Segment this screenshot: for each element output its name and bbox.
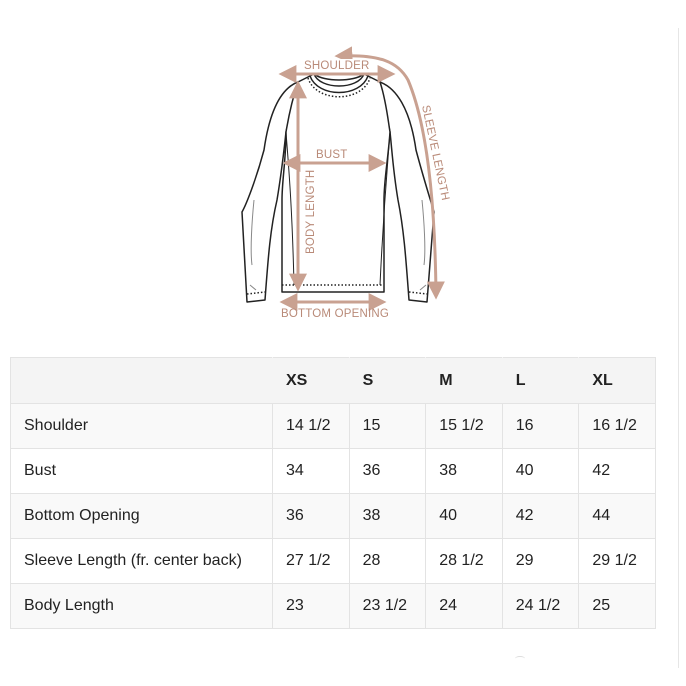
table-row-bottom-opening <box>11 494 656 539</box>
table-cell: 23 <box>273 584 350 629</box>
bottom-opening-label: BOTTOM OPENING <box>281 308 390 320</box>
row-label: Shoulder <box>11 404 273 449</box>
long-sleeve-shirt-outline <box>242 74 434 302</box>
table-cell: 38 <box>426 449 503 494</box>
sleeve-length-label: SLEEVE LENGTH <box>419 104 452 202</box>
table-cell: 15 1/2 <box>426 404 503 449</box>
table-cell: 38 <box>349 494 426 539</box>
divider-mark <box>515 656 525 661</box>
table-cell: 14 1/2 <box>273 404 350 449</box>
row-label: Body Length <box>11 584 273 629</box>
size-header-m: M <box>426 358 503 404</box>
table-cell: 27 1/2 <box>273 539 350 584</box>
table-cell: 29 <box>502 539 579 584</box>
table-cell: 25 <box>579 584 656 629</box>
size-header-xl: XL <box>579 358 656 404</box>
table-cell: 15 <box>349 404 426 449</box>
table-cell: 28 <box>349 539 426 584</box>
row-label: Bust <box>11 449 273 494</box>
table-cell: 36 <box>273 494 350 539</box>
table-row-sleeve-length <box>11 539 656 584</box>
table-cell: 42 <box>579 449 656 494</box>
table-cell: 42 <box>502 494 579 539</box>
table-row-bust <box>11 449 656 494</box>
table-cell: 40 <box>502 449 579 494</box>
size-header-s: S <box>349 358 426 404</box>
table-cell: 24 <box>426 584 503 629</box>
row-label: Bottom Opening <box>11 494 273 539</box>
row-label: Sleeve Length (fr. center back) <box>11 539 273 584</box>
table-cell: 16 1/2 <box>579 404 656 449</box>
table-row-shoulder <box>11 404 656 449</box>
table-cell: 23 1/2 <box>349 584 426 629</box>
table-cell: 16 <box>502 404 579 449</box>
table-cell: 40 <box>426 494 503 539</box>
table-row-body-length <box>11 584 656 629</box>
table-cell: 29 1/2 <box>579 539 656 584</box>
table-cell: 24 1/2 <box>502 584 579 629</box>
table-cell: 44 <box>579 494 656 539</box>
size-chart-table <box>10 357 656 629</box>
bust-label: BUST <box>316 149 348 161</box>
shoulder-label: SHOULDER <box>304 60 370 72</box>
size-header-row <box>11 358 656 404</box>
size-header-xs: XS <box>273 358 350 404</box>
table-cell: 28 1/2 <box>426 539 503 584</box>
body-length-label: BODY LENGTH <box>305 169 317 254</box>
table-cell: 34 <box>273 449 350 494</box>
header-corner-cell <box>11 358 273 404</box>
table-cell: 36 <box>349 449 426 494</box>
page-edge-divider <box>678 28 679 668</box>
size-header-l: L <box>502 358 579 404</box>
garment-measurement-diagram <box>220 40 460 330</box>
